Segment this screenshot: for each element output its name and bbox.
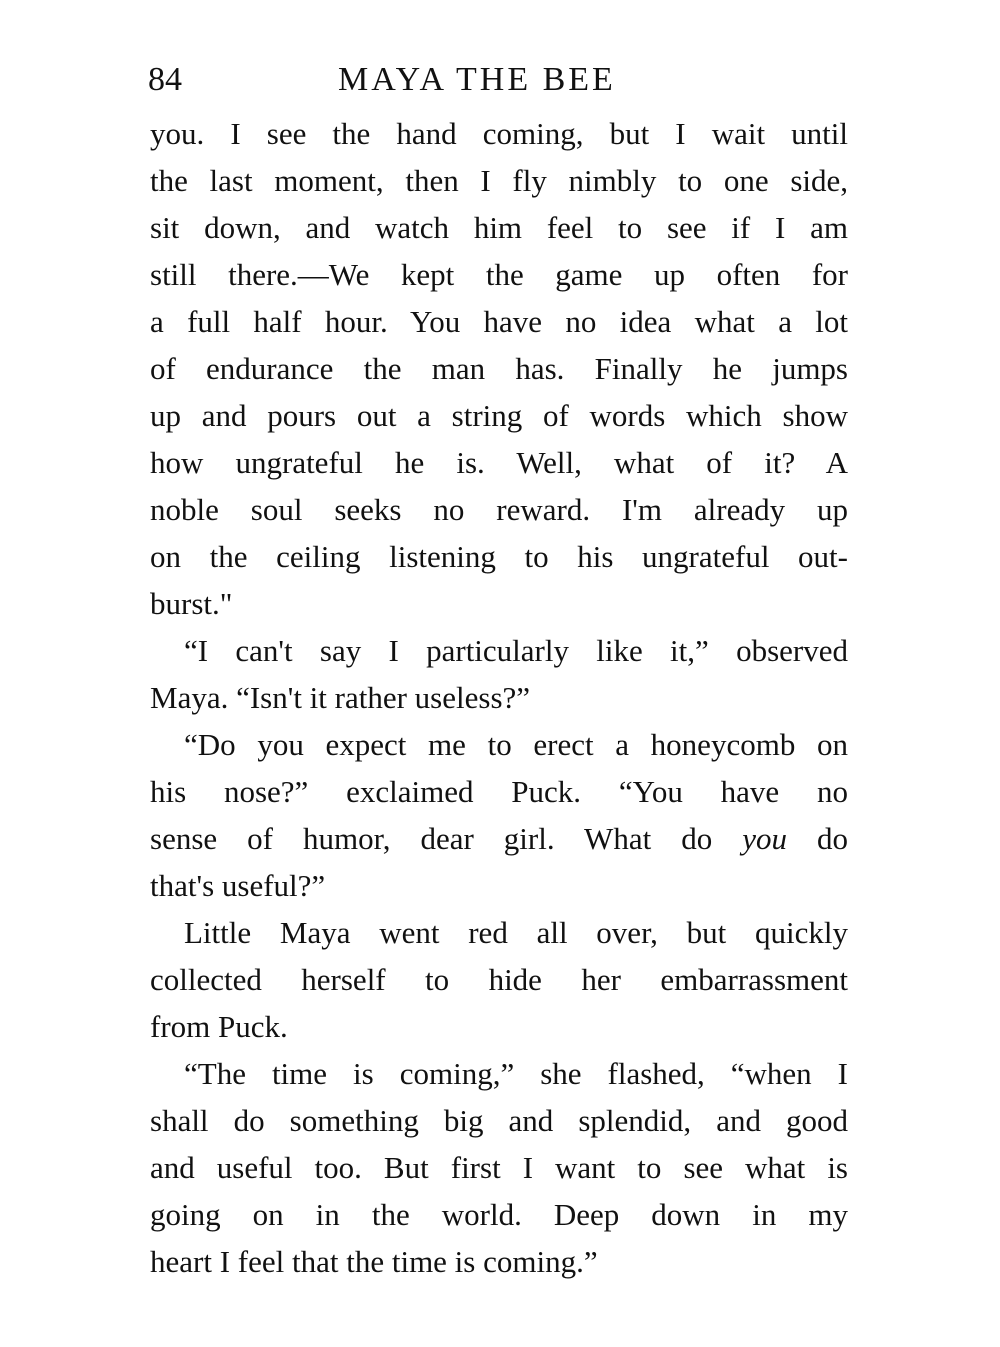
text-line: “The time is coming,” she flashed, “when I — [184, 1056, 848, 1091]
text-line: from Puck. — [150, 1009, 288, 1044]
emphasized-word: you — [742, 821, 787, 856]
text-line: still there.—We kept the game up often for — [150, 257, 848, 292]
text-line: a full half hour. You have no idea what a lot — [150, 304, 848, 339]
text-line: and useful too. But first I want to see what is — [150, 1150, 848, 1185]
running-title: MAYA THE BEE — [338, 61, 616, 98]
text-line: Maya. “Isn't it rather useless?” — [150, 680, 531, 715]
text-line: the last moment, then I fly nimbly to one side, — [150, 163, 848, 198]
text-line: his nose?” exclaimed Puck. “You have no — [150, 774, 848, 809]
text-line: heart I feel that the time is coming.” — [150, 1244, 598, 1279]
text-line: how ungrateful he is. Well, what of it? A — [150, 445, 848, 480]
text-line: that's useful?” — [150, 868, 326, 903]
text-line: “Do you expect me to erect a honeycomb on — [184, 727, 848, 762]
body-text — [150, 110, 848, 1285]
text-line: noble soul seeks no reward. I'm already up — [150, 492, 848, 527]
text-line: burst." — [150, 586, 233, 621]
text-line: on the ceiling listening to his ungrateful out- — [150, 539, 848, 574]
text-line: going on in the world. Deep down in my — [150, 1197, 848, 1232]
text-line: shall do something big and splendid, and good — [150, 1103, 848, 1138]
text-line: “I can't say I particularly like it,” observed — [184, 633, 848, 668]
page-number: 84 — [148, 61, 182, 98]
text-line: sit down, and watch him feel to see if I am — [150, 210, 848, 245]
text-segment: do — [817, 821, 848, 856]
page-header — [148, 58, 848, 102]
text-line: collected herself to hide her embarrassment — [150, 962, 848, 997]
text-line: Little Maya went red all over, but quickly — [184, 915, 848, 950]
text-line: you. I see the hand coming, but I wait until — [150, 116, 848, 151]
text-line: of endurance the man has. Finally he jumps — [150, 351, 848, 386]
text-segment: sense of humor, dear girl. What do — [150, 821, 713, 856]
text-line-with-emphasis — [150, 815, 848, 862]
text-line: up and pours out a string of words which show — [150, 398, 848, 433]
